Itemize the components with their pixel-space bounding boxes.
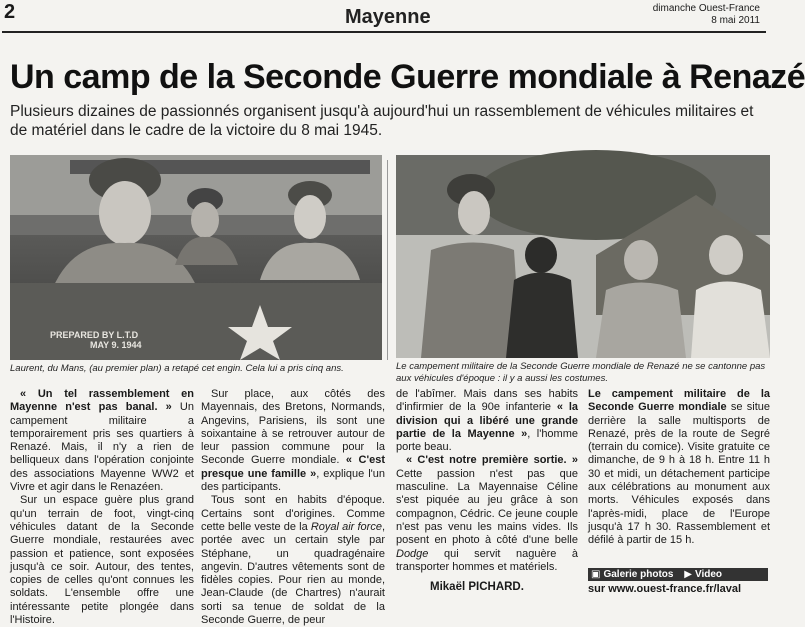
- column2-paragraph1-end: , explique l'un des participants.: [201, 467, 385, 494]
- web-link[interactable]: [588, 583, 741, 595]
- vehicle-stencil-line1: PREPARED BY L.T.D: [50, 330, 139, 340]
- column1-paragraph1-text: Un campement militaire a temporairement pris ses quartiers à Renazé. Mais, il n'y a rien de belliqueux dans l'opération conjointe des associations Mayenne WW2 et Vivre et agir dans le Renazéen.: [10, 401, 194, 494]
- infobox-paragraph: [588, 388, 770, 548]
- dateline-paper: dimanche Ouest-France: [652, 3, 760, 14]
- column3-paragraph1-text: de l'abîmer. Mais dans ses habits d'infirmier de la 90e infanterie: [396, 388, 578, 414]
- photo2-caption: Le campement militaire de la Seconde Guerre mondiale de Renazé ne se cantonne pas aux véhicules d'époque : il y a aussi les costumes.: [396, 361, 766, 384]
- text-column-1: [10, 388, 194, 627]
- column3-paragraph2: [396, 454, 578, 574]
- camera-icon: ▣: [591, 569, 601, 580]
- column2-paragraph1: [201, 388, 385, 494]
- play-icon: ▶: [684, 569, 692, 580]
- text-column-4-infobox: [588, 388, 770, 548]
- column3-paragraph1-end: , l'homme porte beau.: [396, 427, 578, 454]
- web-badge[interactable]: [588, 568, 768, 581]
- column3-paragraph2-end: qui servit naguère à transporter hommes et matériels.: [396, 547, 578, 573]
- column2-raf: Royal air force: [310, 520, 382, 533]
- photo-campement-costumes: [396, 155, 770, 358]
- column2-paragraph1-text: Sur place, aux côtés des Mayennais, des Bretons, Normands, Angevins, Parisiens, ils sont une soixantaine à se retrouver autour de leur passion commune pour la Seconde Guerre mondiale.: [201, 388, 385, 467]
- infobox-heading: Le campement militaire de la Seconde Guerre mondiale: [588, 388, 770, 414]
- column2-paragraph2-text: Tous sont en habits d'époque. Certains sont d'origines. Comme cette belle veste de la: [201, 494, 385, 533]
- column3-subhead: « C'est notre première sortie. »: [406, 454, 578, 467]
- show-through-print: [470, 22, 481, 59]
- galerie-label: Galerie photos: [603, 569, 674, 580]
- photo1-caption: Laurent, du Mans, (au premier plan) a retapé cet engin. Cela lui a pris cinq ans.: [10, 363, 344, 374]
- column3-paragraph1: [396, 388, 578, 454]
- deck: Plusieurs dizaines de passionnés organisent jusqu'à aujourd'hui un rassemblement de véhicules militaires et de matériel dans le cadre de la victoire du 8 mai 1945.: [10, 103, 754, 139]
- column2-quote: « C'est presque une famille »: [201, 454, 385, 480]
- column2-paragraph2: [201, 494, 385, 627]
- byline: Mikaël PICHARD.: [430, 581, 524, 593]
- web-link-url: www.ouest-france.fr/laval: [608, 583, 742, 595]
- column1-paragraph2: Sur un espace guère plus grand qu'un terrain de foot, vingt-cinq véhicules datant de la Seconde Guerre mondiale, restaurées avec passion et patience, sont exposées jusqu'à ce soir. Autour, des tentes, copies de celles qu'ont connues les soldats. L'ensemble offre une intéressante petite plongée dans l'Histoire.: [10, 494, 194, 627]
- page-number: 2: [4, 1, 16, 23]
- column2-paragraph2-end: , portée avec un certain style par Stéphane, un quadragénaire angevin. D'autres vêtements sont de fidèles copies. Pour rien au monde, Jean-Claude (de Chartres) n'aurait sorti sa tenue de soldat de la Seconde Guerre, de peur: [201, 520, 385, 627]
- column3-quote: « la division qui a libéré une grande partie de la Mayenne »: [396, 401, 578, 440]
- headline: Un camp de la Seconde Guerre mondiale à Renazé: [10, 58, 805, 96]
- photo-vehicle-soldiers: [10, 155, 382, 360]
- dateline: [595, 3, 760, 27]
- vehicle-stencil: [50, 330, 142, 350]
- column3-dodge: Dodge: [396, 547, 429, 560]
- masthead: [0, 0, 800, 34]
- video-label: Video: [694, 569, 722, 580]
- vehicle-stencil-line2: MAY 9. 1944: [90, 340, 142, 350]
- infobox-text: se situe derrière la salle multisports de Renazé, près de la route de Segré (terrain du comice). Visite gratuite ce dimanche, de 9 h à 18 h. Entre 11 h 30 et midi, un détachement participe aux célébrations au monument aux morts. Véhicules exposés dans l'après-midi, place de l'Europe jusqu'à 17 h 30. Rassemblement et défilé à partir de 15 h.: [588, 401, 770, 547]
- column3-paragraph2-text: Cette passion n'est pas que masculine. La Mayennaise Céline s'est piquée au jeu grâce à son compagnon, Cédric. Ce jeune couple n'est pas venu les mains vides. Ils posent en photo à côté d'une belle: [396, 467, 578, 547]
- web-link-prefix: sur: [588, 583, 609, 595]
- column1-paragraph1: [10, 388, 194, 494]
- dateline-date: 8 mai 2011: [711, 15, 760, 26]
- text-column-2: [201, 388, 385, 627]
- section-title: Mayenne: [345, 6, 431, 28]
- header-rule: [2, 31, 766, 33]
- column-rule: [387, 160, 388, 360]
- text-column-3: [396, 388, 578, 574]
- photo-camp-illustration: [396, 155, 770, 358]
- column1-lead-quote: « Un tel rassemblement en Mayenne n'est pas banal. »: [10, 388, 194, 414]
